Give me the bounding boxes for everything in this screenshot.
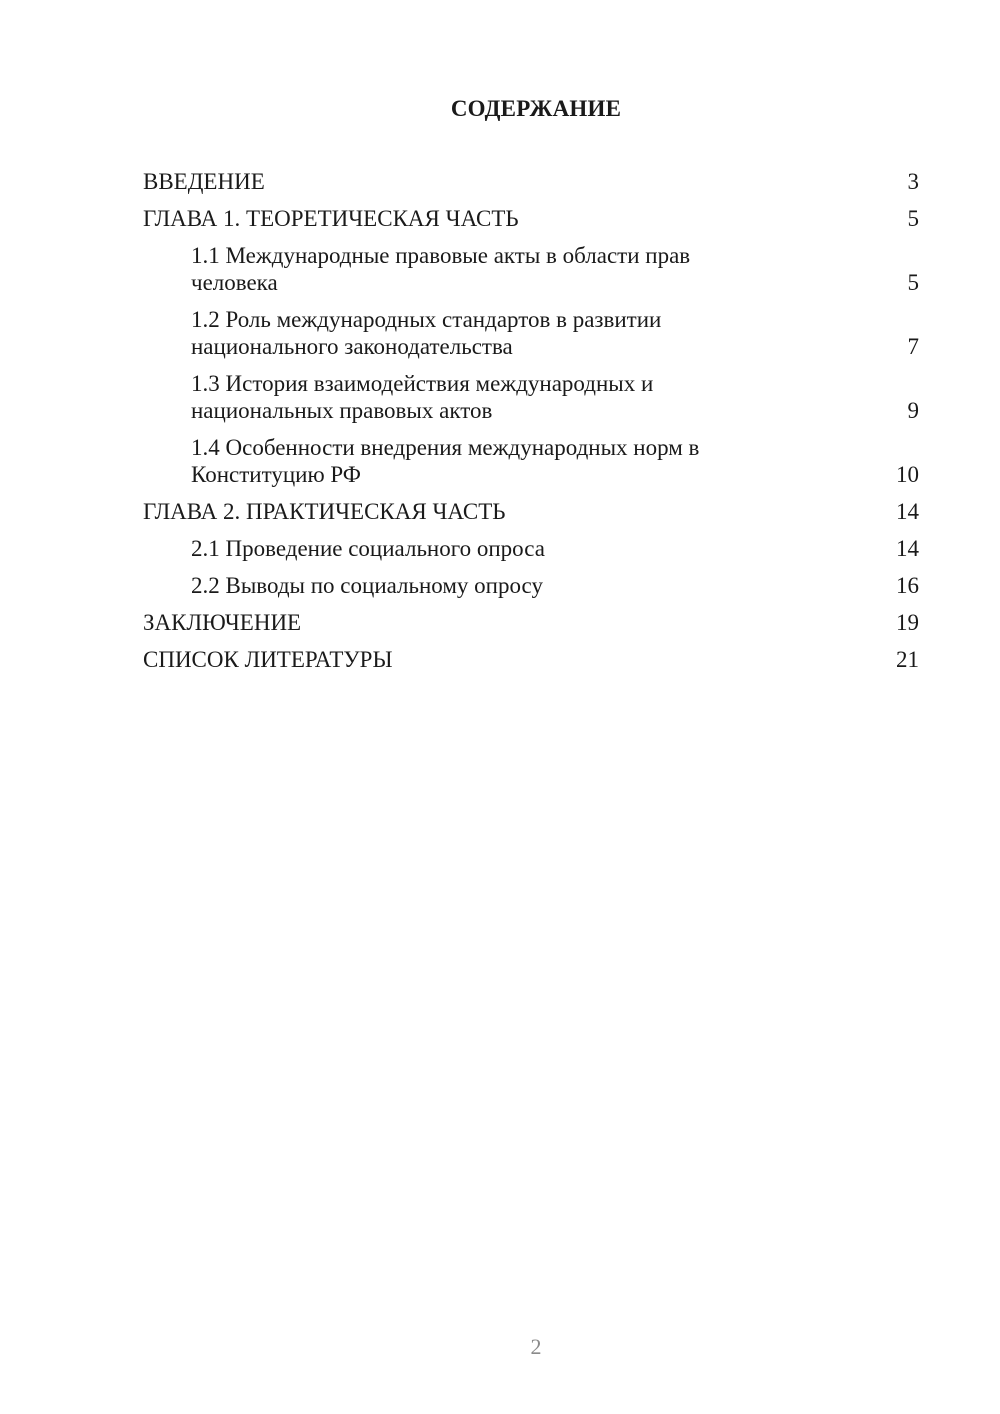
toc-entry[interactable] (143, 370, 919, 424)
toc-entry-page: 10 (896, 462, 919, 487)
toc-entry[interactable] (143, 535, 919, 562)
toc-entry-label: ЗАКЛЮЧЕНИЕ (143, 610, 302, 635)
toc-entry[interactable] (143, 242, 919, 296)
toc-entry-label: СПИСОК ЛИТЕРАТУРЫ (143, 647, 393, 672)
toc-entry-label: 2.1 Проведение социального опроса (191, 536, 545, 561)
toc-entry-page: 14 (896, 499, 919, 524)
toc-entry-label: 1.2 Роль международных стандартов в развитии национального законодательства (191, 307, 662, 359)
toc-entry[interactable] (143, 609, 919, 636)
toc-entry[interactable] (143, 572, 919, 599)
toc-entry[interactable] (143, 646, 919, 673)
toc-entry-page: 21 (896, 647, 919, 672)
toc-entry-page: 5 (907, 206, 919, 231)
toc-entry-label: 1.3 История взаимодействия международных и национальных правовых актов (191, 371, 654, 423)
toc-entry[interactable] (143, 498, 919, 525)
toc-entry-page: 19 (896, 610, 919, 635)
toc-entry-label: ГЛАВА 1. ТЕОРЕТИЧЕСКАЯ ЧАСТЬ (143, 206, 519, 231)
page-number: 2 (530, 1334, 542, 1359)
toc-entry-page: 9 (907, 398, 919, 423)
toc-entry-page: 5 (907, 270, 919, 295)
toc-entry[interactable] (143, 205, 919, 232)
toc-entry-page: 3 (907, 169, 919, 194)
toc-entry-page: 14 (896, 536, 919, 561)
toc-entry-label: ГЛАВА 2. ПРАКТИЧЕСКАЯ ЧАСТЬ (143, 499, 506, 524)
toc-entry-label: 1.1 Международные правовые акты в области прав человека (191, 243, 691, 295)
toc-list (143, 168, 919, 683)
toc-entry-label: 2.2 Выводы по социальному опросу (191, 573, 543, 598)
toc-entry-label: ВВЕДЕНИЕ (143, 169, 265, 194)
toc-entry[interactable] (143, 168, 919, 195)
toc-entry-page: 16 (896, 573, 919, 598)
toc-entry[interactable] (143, 434, 919, 488)
toc-title: СОДЕРЖАНИЕ (450, 96, 622, 121)
toc-entry-page: 7 (907, 334, 919, 359)
toc-entry[interactable] (143, 306, 919, 360)
toc-entry-label: 1.4 Особенности внедрения международных норм в Конституцию РФ (191, 435, 700, 487)
